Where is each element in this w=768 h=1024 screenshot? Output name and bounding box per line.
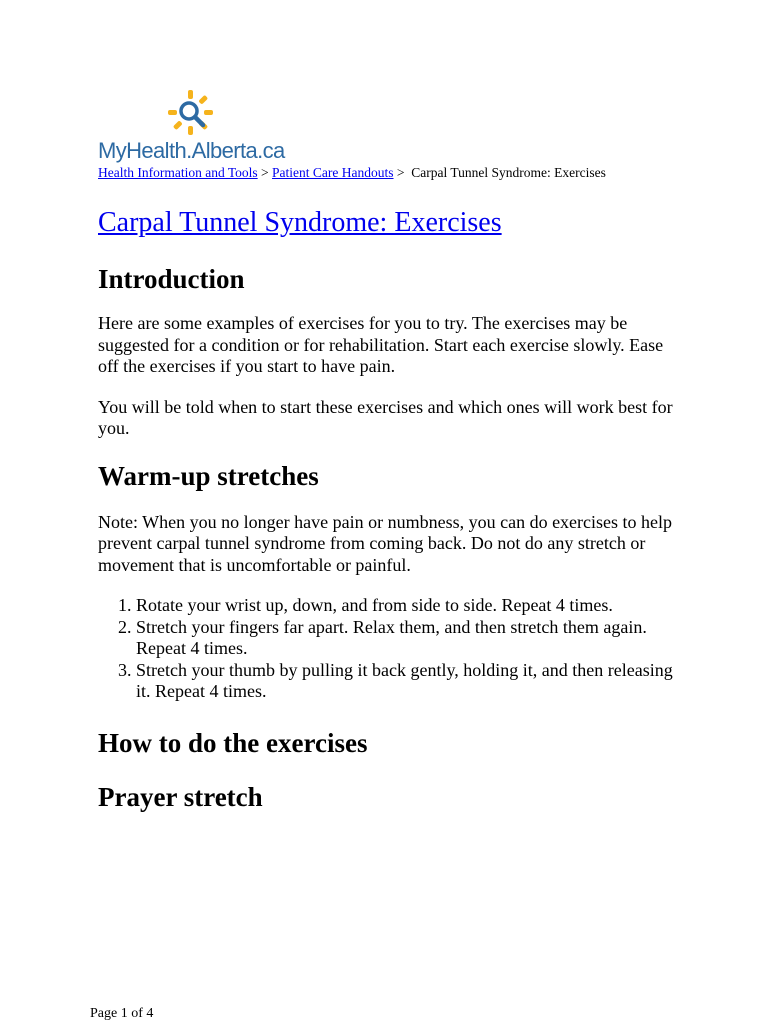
heading-how-to-do-exercises: How to do the exercises	[98, 727, 368, 758]
sun-magnifier-icon	[168, 90, 214, 136]
breadcrumb-separator: >	[393, 165, 412, 180]
breadcrumb-separator: >	[257, 165, 273, 180]
site-logo[interactable]	[98, 90, 298, 164]
heading-introduction: Introduction	[98, 264, 245, 294]
page-number: Page 1 of 4	[90, 1006, 154, 1021]
intro-paragraph: Here are some examples of exercises for you to try. The exercises may be suggested for a condition or for rehabilitation. Start each exercise slowly. Ease off the exercises if you start to have pain.	[98, 313, 664, 376]
heading-warmup-stretches: Warm-up stretches	[98, 460, 319, 491]
list-item: 2. Stretch your fingers far apart. Relax them, and then stretch them again. Repeat 4 times.	[136, 617, 678, 660]
list-item: 3. Stretch your thumb by pulling it back gently, holding it, and then releasing it. Repeat 4 times.	[136, 660, 678, 703]
breadcrumb	[98, 164, 638, 181]
warmup-note: Note: When you no longer have pain or numbness, you can do exercises to help prevent carpal tunnel syndrome from coming back. Do not do any stretch or movement that is uncomfortable or painful.	[98, 511, 673, 575]
breadcrumb-link-patient-handouts[interactable]: Patient Care Handouts	[272, 165, 394, 180]
list-item: 1. Rotate your wrist up, down, and from side to side. Repeat 4 times.	[136, 595, 678, 617]
breadcrumb-current: Carpal Tunnel Syndrome: Exercises	[411, 165, 606, 180]
logo-text: MyHealth.Alberta.ca	[98, 138, 285, 163]
page-title	[98, 207, 678, 239]
document-page	[98, 90, 678, 813]
warmup-steps-list	[98, 595, 678, 703]
intro-paragraph: You will be told when to start these exercises and which ones will work best for you.	[98, 396, 673, 438]
heading-prayer-stretch: Prayer stretch	[98, 781, 263, 812]
page-title-link[interactable]: Carpal Tunnel Syndrome: Exercises	[98, 207, 502, 238]
breadcrumb-link-health-info[interactable]: Health Information and Tools	[98, 165, 258, 180]
